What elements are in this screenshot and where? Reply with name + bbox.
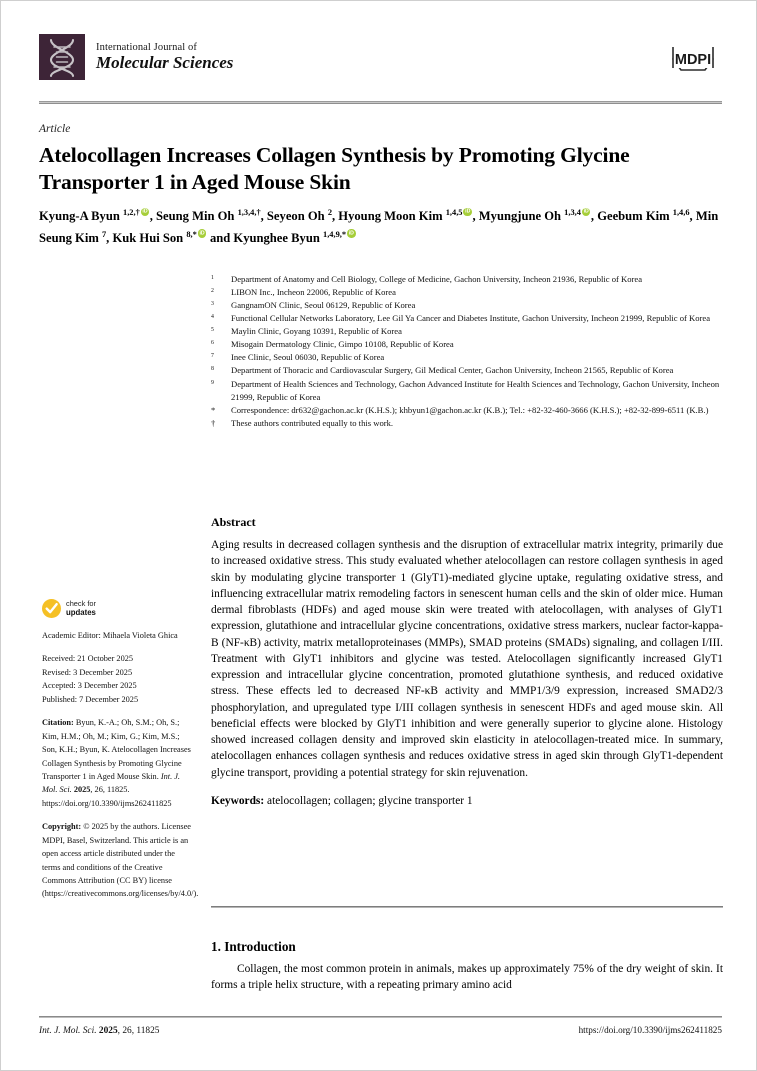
author-entry (479, 209, 597, 223)
affiliation-marker: 5 (211, 327, 214, 334)
author-entry (156, 209, 267, 223)
masthead (39, 29, 722, 85)
academic-editor-block (42, 629, 194, 642)
author-entry (233, 231, 356, 245)
date-value: 3 December 2025 (73, 667, 133, 677)
affiliation-marker: 3 (211, 301, 214, 308)
copyright-block (42, 820, 199, 901)
journal-dna-logo-icon (39, 34, 85, 80)
affiliation-row (211, 325, 723, 338)
citation-title: Atelocollagen Increases Collagen Synthesis by Promoting Glycine Transporter 1 in Aged Mouse Skin. (42, 745, 191, 781)
date-value: 21 October 2025 (77, 654, 134, 664)
affiliation-text: Department of Anatomy and Cell Biology, College of Medicine, Gachon University, Incheon 21936, Republic of Korea (231, 274, 643, 284)
journal-branding (39, 34, 233, 80)
author-name: Kuk Hui Son (112, 230, 187, 245)
affiliation-row (211, 338, 723, 351)
orcid-icon[interactable] (198, 229, 207, 238)
author-separator: and (206, 230, 234, 245)
citation-year: 2025 (73, 785, 91, 795)
affiliation-text: Department of Health Sciences and Technology, Gachon Advanced Institute for Health Sciences and Technology, Gachon University, Incheon 21999, Republic of Korea (231, 378, 720, 402)
check-for-updates-text (66, 600, 96, 618)
orcid-icon[interactable] (141, 208, 150, 217)
author-affiliation-marker: 7 (101, 229, 107, 239)
author-name: Geebum Kim (597, 209, 673, 223)
author-entry (267, 209, 338, 223)
author-name: Min Seung Kim (39, 209, 719, 245)
date-label: Accepted: (42, 681, 78, 691)
affiliation-marker: 8 (211, 366, 214, 373)
introduction-heading: 1. Introduction (211, 939, 296, 954)
date-label: Revised: (42, 667, 74, 677)
author-name: Myungjune Oh (478, 209, 565, 223)
footer-doi[interactable]: https://doi.org/10.3390/ijms262411825 (578, 1025, 722, 1035)
affiliation-text: Department of Thoracic and Cardiovascular Surgery, Gil Medical Center, Gachon University, Incheon 21565, Republic of Korea (231, 365, 674, 376)
date-label: Published: (42, 694, 80, 704)
journal-name-line2: Molecular Sciences (96, 52, 234, 72)
affiliation-row (211, 417, 723, 430)
sidebar (42, 598, 199, 911)
author-list (39, 206, 719, 250)
affiliation-row (211, 404, 723, 417)
affiliation-row (211, 364, 723, 377)
author-entry (39, 209, 156, 223)
author-separator: , (332, 209, 339, 223)
affiliation-text: Inee Clinic, Seoul 06030, Republic of Korea (231, 352, 385, 363)
author-separator: , (260, 209, 267, 223)
author-separator: , (472, 209, 479, 223)
author-affiliation-marker: 1,3,4 (564, 207, 581, 217)
author-affiliation-marker: 1,2,† (123, 207, 140, 217)
affiliation-text: GangnamON Clinic, Seoul 06129, Republic of Korea (231, 300, 416, 311)
citation-authors: Byun, K.-A.; Oh, S.M.; Oh, S.; Kim, H.M.; Oh, M.; Kim, G.; Kim, M.S.; Son, K.H.; Byun, K. (42, 718, 180, 755)
main-content (211, 515, 723, 810)
author-name: Seung Min Oh (156, 209, 238, 223)
citation-voliss: , 26, 11825. (90, 785, 130, 795)
cfu-line1: check for (66, 598, 96, 608)
footer-divider (39, 1016, 722, 1018)
academic-editor-name: Mihaela Violeta Ghica (102, 631, 178, 640)
affiliation-text: Functional Cellular Networks Laboratory, Lee Gil Ya Cancer and Diabetes Institute, Gachon University, Incheon 21999, Republic of Korea (231, 313, 711, 324)
affiliation-row (211, 299, 723, 312)
affiliation-marker: 7 (211, 353, 214, 360)
author-separator: , (106, 230, 113, 245)
affiliation-row (211, 312, 723, 325)
citation-journal: Int. J. Mol. Sci. (42, 771, 180, 795)
abstract-text: Aging results in decreased collagen synthesis and the disruption of extracellular matrix integrity, primarily due to increased oxidative stress. This study evaluated whether atelocollagen can restore collagen synthesis in aged skin by modulating glycine transporter 1 (GlyT1)-mediated glycine uptake, regulating oxidative stress, and influencing extracellular matrix remodeling factors in senescent human cells and the skin of older mice. Human dermal fibroblasts (HDFs) and aged mouse skin were treated with atelocollagen, with analyses of GlyT1 expression, glutathione and intracellular glycine concentrations, oxidative stress markers, nuclear factor-kappa-B (NF-κB) activity, matrix metalloproteinases (MMPs), SMAD proteins (SMADs) signaling, and collagen I/III. Treatment with GlyT1 inhibitors and glycine was tested. Atelocollagen significantly increased GlyT1 expression and intracellular glycine concentration, promoted glutathione synthesis, and reduced oxidative stress. These effects led to decreased NF-κB activity and MMP1/3/9 expression, increased SMAD2/3 phosphorylation, and upregulated type I/III collagen synthesis in senescent HDFs and aged mouse skin. All beneficial effects were blocked by GlyT1 inhibition and were generally superior to glycine alone. Histology showed increased collagen density and improved skin elasticity in atelocollagen-treated mice. In summary, atelocollagen enhances collagen synthesis and reduces oxidative stress in aged skin through GlyT1-dependent glycine transport, providing a potential strategy for skin rejuvenation. (211, 539, 723, 779)
author-affiliation-marker: 1,4,9,* (323, 229, 347, 239)
author-entry (112, 231, 233, 245)
author-affiliation-marker: 1,4,6 (672, 207, 690, 217)
date-label: Received: (42, 654, 78, 664)
author-entry (338, 209, 478, 223)
cfu-line2: updates (66, 608, 96, 618)
affiliation-list (211, 273, 723, 430)
affiliation-marker: † (211, 417, 216, 428)
publication-date-row (42, 666, 194, 679)
page-title: Atelocollagen Increases Collagen Synthesis by Promoting Glycine Transporter 1 in Aged Mouse Skin (39, 143, 630, 195)
footer-year: 2025 (98, 1026, 118, 1036)
orcid-icon[interactable] (463, 208, 472, 217)
introduction-text: Collagen, the most common protein in animals, makes up approximately 75% of the dry weight of skin. It forms a triple helix structure, with a repeating primary amino acid (211, 963, 723, 992)
check-circle-icon (42, 599, 61, 618)
keywords-label: Keywords: (211, 794, 265, 807)
author-separator: , (149, 209, 157, 223)
copyright-text: © 2025 by the authors. Licensee MDPI, Basel, Switzerland. This article is an open access article distributed under the terms and conditions of the Creative Commons Attribution (CC BY) license (https://creativecommons.org/licenses/by/4.0/). (42, 822, 199, 899)
date-value: 7 December 2025 (79, 694, 139, 704)
affiliation-text: Maylin Clinic, Goyang 10391, Republic of Korea (231, 326, 402, 337)
author-separator: , (689, 209, 696, 223)
footer-voliss: , 26, 11825 (117, 1026, 160, 1036)
author-separator: , (590, 209, 598, 223)
orcid-icon[interactable] (347, 229, 356, 238)
date-value: 3 December 2025 (77, 681, 137, 691)
affiliation-text: Correspondence: dr632@gachon.ac.kr (K.H.S.); khbyun1@gachon.ac.kr (K.B.); Tel.: +82-32-460-3666 (K.H.S.); +82-32-899-6511 (K.B.) (231, 404, 709, 415)
affiliation-marker: 6 (211, 340, 214, 347)
footer-journal-short: Int. J. Mol. Sci. (39, 1026, 97, 1036)
author-affiliation-marker: 1,3,4,† (237, 207, 261, 217)
author-affiliation-marker: 1,4,5 (445, 207, 463, 217)
affiliation-marker: 2 (211, 288, 214, 295)
keywords-line (211, 794, 723, 810)
author-affiliation-marker: 8,* (186, 229, 197, 239)
mdpi-logo-text: MDPI (674, 52, 712, 68)
publication-date-row (42, 679, 194, 692)
publication-dates-block (42, 652, 194, 706)
header-divider (39, 101, 722, 104)
page-footer (39, 1025, 722, 1036)
article-type-label: Article (39, 123, 71, 135)
abstract-section-divider (211, 906, 723, 908)
affiliation-row (211, 351, 723, 364)
affiliation-text: These authors contributed equally to this work. (231, 417, 394, 428)
abstract-heading: Abstract (211, 515, 256, 529)
affiliation-marker: 9 (211, 379, 214, 386)
affiliation-row (211, 378, 723, 404)
keywords-values: atelocollagen; collagen; glycine transporter 1 (267, 794, 473, 807)
author-name: Kyunghee Byun (233, 230, 323, 245)
publication-date-row (42, 652, 194, 665)
academic-editor-label: Academic Editor: (42, 631, 101, 640)
affiliation-marker: * (211, 404, 216, 415)
author-affiliation-marker: 2 (327, 207, 332, 217)
affiliation-marker: 4 (211, 314, 214, 321)
affiliation-marker: 1 (211, 275, 214, 281)
journal-name-line1: International Journal of (96, 41, 197, 53)
affiliation-row (211, 286, 723, 299)
journal-title (96, 42, 233, 73)
citation-label: Citation: (42, 718, 76, 728)
footer-citation (39, 1026, 159, 1036)
author-entry (597, 209, 696, 223)
affiliation-row (211, 273, 723, 286)
publication-date-row (42, 693, 194, 706)
citation-doi[interactable]: https://doi.org/10.3390/ijms262411825 (42, 798, 172, 808)
author-name: Kyung-A Byun (39, 209, 123, 223)
citation-block (42, 716, 194, 810)
affiliation-text: LIBON Inc., Incheon 22006, Republic of Korea (231, 287, 396, 298)
check-for-updates-badge[interactable] (42, 599, 194, 618)
mdpi-publisher-logo-icon (664, 35, 722, 79)
affiliation-text: Misogain Dermatology Clinic, Gimpo 10108, Republic of Korea (231, 339, 454, 350)
orcid-icon[interactable] (582, 208, 591, 217)
author-name: Seyeon Oh (266, 209, 328, 223)
copyright-label: Copyright: (42, 822, 84, 832)
author-name: Hyoung Moon Kim (338, 209, 446, 223)
